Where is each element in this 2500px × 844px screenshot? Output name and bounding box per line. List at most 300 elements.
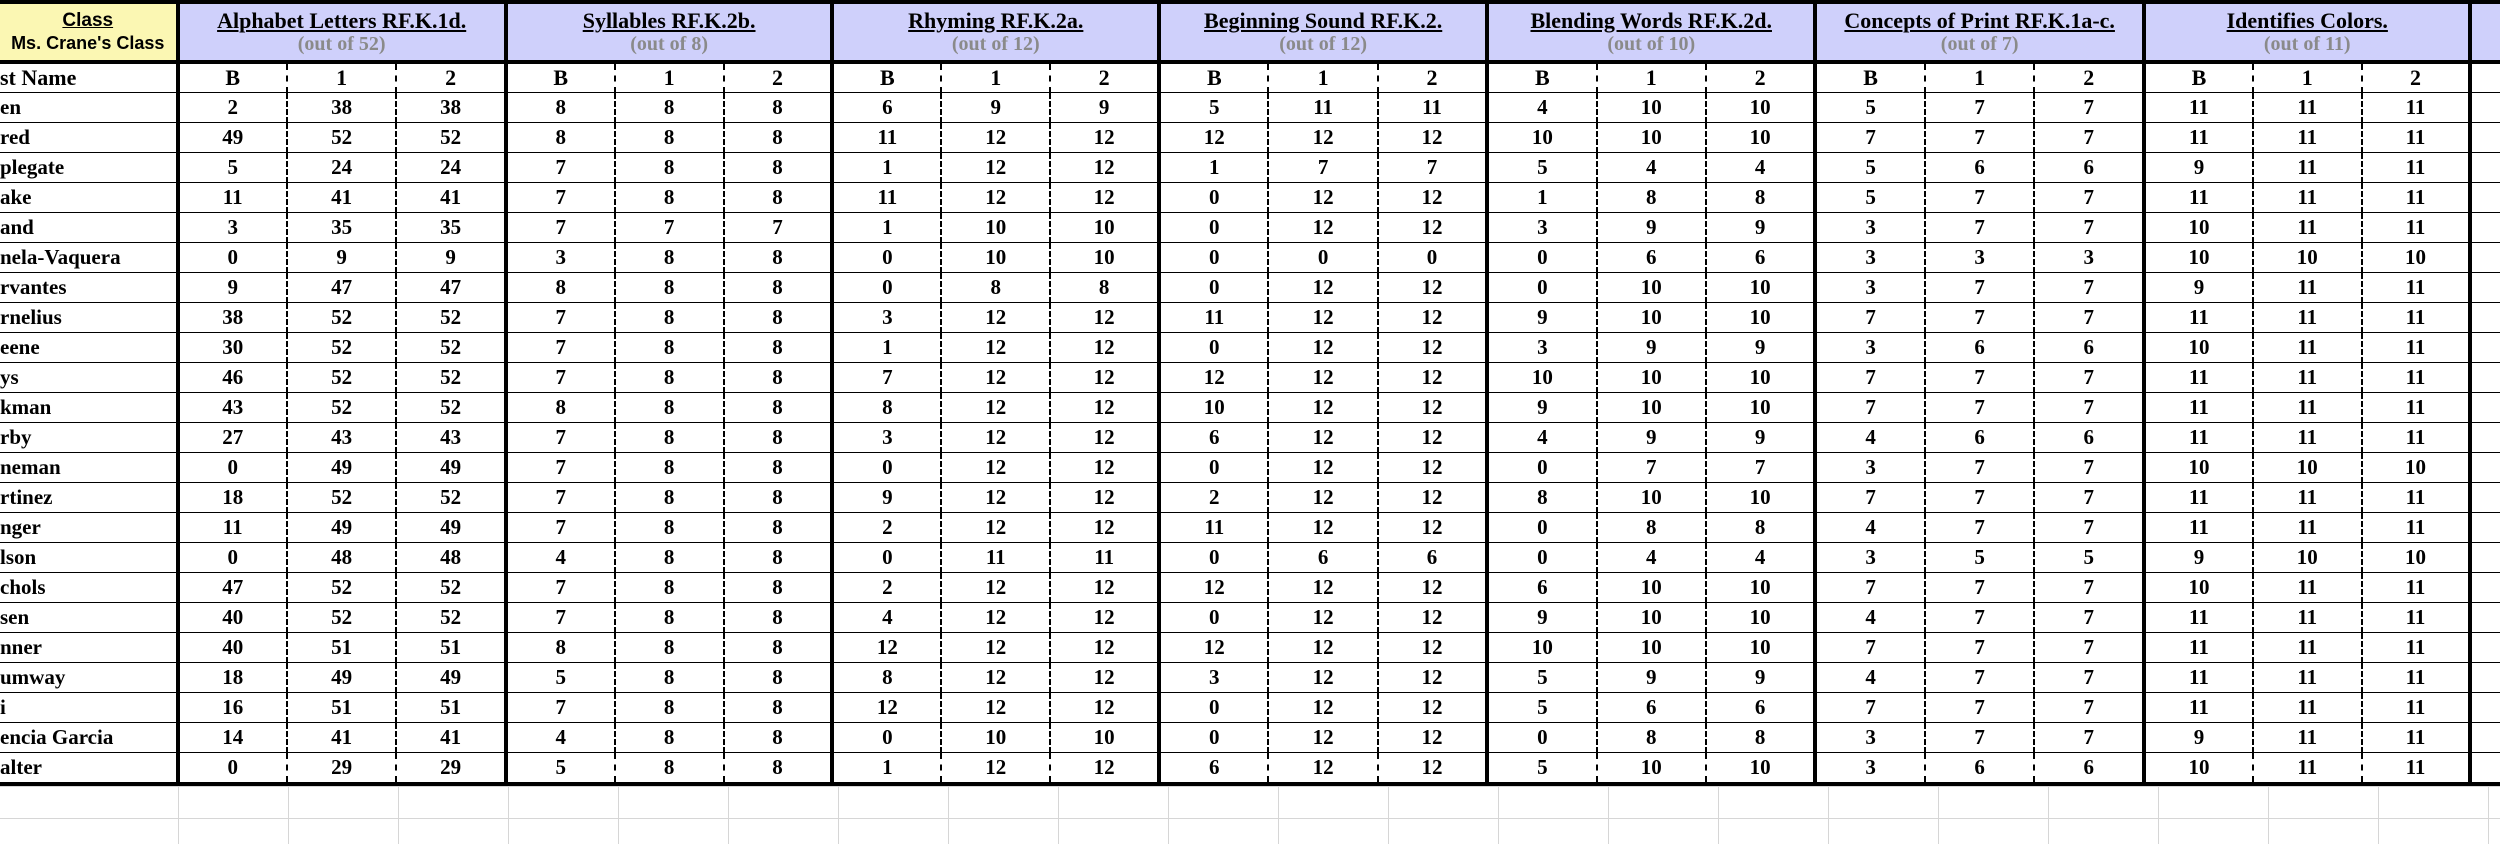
score-cell[interactable]: 7 <box>1815 393 1925 423</box>
student-name[interactable]: ys <box>0 363 178 393</box>
score-cell[interactable]: 9 <box>1597 333 1706 363</box>
score-cell[interactable]: 6 <box>1159 753 1268 785</box>
score-cell[interactable]: 6 <box>2034 333 2144 363</box>
score-cell[interactable]: 12 <box>941 753 1050 785</box>
score-cell[interactable]: 11 <box>832 123 941 153</box>
group-header-0[interactable] <box>178 2 506 62</box>
score-cell[interactable]: 12 <box>1159 363 1268 393</box>
score-cell[interactable]: 7 <box>1815 483 1925 513</box>
score-cell[interactable]: 4 <box>1815 423 1925 453</box>
score-cell[interactable]: 8 <box>615 153 724 183</box>
score-cell[interactable]: 7 <box>2034 693 2144 723</box>
score-cell[interactable]: 49 <box>178 123 287 153</box>
score-cell[interactable]: 9 <box>1597 213 1706 243</box>
score-cell[interactable]: 3 <box>1815 543 1925 573</box>
sub-column-header[interactable]: B <box>832 62 941 93</box>
score-cell[interactable]: 52 <box>396 483 505 513</box>
sub-column-header[interactable]: B <box>506 62 615 93</box>
score-cell[interactable]: 12 <box>1050 453 1159 483</box>
score-cell[interactable]: 0 <box>1487 273 1596 303</box>
score-cell[interactable]: 2 <box>1159 483 1268 513</box>
score-cell[interactable]: 11 <box>178 513 287 543</box>
score-cell[interactable]: 12 <box>1378 183 1487 213</box>
score-cell[interactable]: 2 <box>832 513 941 543</box>
score-cell[interactable]: 5 <box>2034 543 2144 573</box>
score-cell[interactable]: 11 <box>2362 723 2471 753</box>
score-cell[interactable]: 51 <box>396 693 505 723</box>
score-cell[interactable]: 3 <box>1487 333 1596 363</box>
extra-cell[interactable] <box>2470 333 2500 363</box>
score-cell[interactable]: 8 <box>615 663 724 693</box>
extra-cell[interactable] <box>2470 663 2500 693</box>
score-cell[interactable]: 0 <box>178 243 287 273</box>
score-cell[interactable]: 38 <box>396 93 505 123</box>
extra-cell[interactable] <box>2470 753 2500 785</box>
score-cell[interactable]: 11 <box>2144 183 2253 213</box>
score-cell[interactable]: 52 <box>287 573 396 603</box>
score-cell[interactable]: 7 <box>2034 303 2144 333</box>
score-cell[interactable]: 43 <box>178 393 287 423</box>
score-cell[interactable]: 10 <box>1706 273 1815 303</box>
score-cell[interactable]: 8 <box>724 633 833 663</box>
sub-column-header[interactable]: B <box>178 62 287 93</box>
score-cell[interactable]: 10 <box>1597 363 1706 393</box>
score-cell[interactable]: 8 <box>506 273 615 303</box>
score-cell[interactable]: 7 <box>1925 663 2035 693</box>
score-cell[interactable]: 7 <box>2034 93 2144 123</box>
score-cell[interactable]: 11 <box>1268 93 1377 123</box>
score-cell[interactable]: 3 <box>2034 243 2144 273</box>
score-cell[interactable]: 7 <box>1925 483 2035 513</box>
sub-column-header[interactable]: 1 <box>2253 62 2362 93</box>
score-cell[interactable]: 7 <box>615 213 724 243</box>
score-cell[interactable]: 9 <box>832 483 941 513</box>
score-cell[interactable]: 6 <box>1925 153 2035 183</box>
score-cell[interactable]: 0 <box>1159 213 1268 243</box>
sub-column-header[interactable]: 1 <box>1268 62 1377 93</box>
score-cell[interactable]: 8 <box>724 573 833 603</box>
score-cell[interactable]: 10 <box>1487 123 1596 153</box>
score-cell[interactable]: 4 <box>506 723 615 753</box>
score-cell[interactable]: 8 <box>615 423 724 453</box>
sub-column-header[interactable]: 2 <box>1706 62 1815 93</box>
score-cell[interactable]: 7 <box>1815 303 1925 333</box>
score-cell[interactable]: 12 <box>1050 423 1159 453</box>
score-cell[interactable]: 10 <box>941 723 1050 753</box>
score-cell[interactable]: 1 <box>832 753 941 785</box>
score-cell[interactable]: 7 <box>724 213 833 243</box>
score-cell[interactable]: 0 <box>178 543 287 573</box>
score-cell[interactable]: 10 <box>1706 123 1815 153</box>
score-cell[interactable]: 7 <box>1925 393 2035 423</box>
score-cell[interactable]: 52 <box>287 393 396 423</box>
score-cell[interactable]: 12 <box>1378 753 1487 785</box>
score-cell[interactable]: 0 <box>1159 243 1268 273</box>
score-cell[interactable]: 11 <box>2253 333 2362 363</box>
score-cell[interactable]: 11 <box>941 543 1050 573</box>
student-name[interactable]: i <box>0 693 178 723</box>
score-cell[interactable]: 51 <box>287 693 396 723</box>
score-cell[interactable]: 9 <box>1597 663 1706 693</box>
extra-cell[interactable] <box>2470 693 2500 723</box>
score-cell[interactable]: 7 <box>1925 633 2035 663</box>
score-cell[interactable]: 7 <box>1268 153 1377 183</box>
score-cell[interactable]: 12 <box>1378 333 1487 363</box>
score-cell[interactable]: 12 <box>1378 633 1487 663</box>
student-name[interactable]: rvantes <box>0 273 178 303</box>
score-cell[interactable]: 9 <box>1706 663 1815 693</box>
student-name[interactable]: nger <box>0 513 178 543</box>
score-cell[interactable]: 12 <box>1268 303 1377 333</box>
score-cell[interactable]: 12 <box>1268 633 1377 663</box>
score-cell[interactable]: 7 <box>2034 723 2144 753</box>
score-cell[interactable]: 12 <box>1268 183 1377 213</box>
sub-column-header[interactable]: 2 <box>1378 62 1487 93</box>
score-cell[interactable]: 0 <box>832 453 941 483</box>
score-cell[interactable]: 12 <box>1378 303 1487 333</box>
score-cell[interactable]: 12 <box>1378 573 1487 603</box>
score-cell[interactable]: 7 <box>2034 633 2144 663</box>
score-cell[interactable]: 11 <box>2253 513 2362 543</box>
score-cell[interactable]: 12 <box>1050 123 1159 153</box>
score-cell[interactable]: 11 <box>2362 303 2471 333</box>
score-cell[interactable]: 12 <box>1050 333 1159 363</box>
score-cell[interactable]: 12 <box>1378 453 1487 483</box>
score-cell[interactable]: 12 <box>1050 753 1159 785</box>
score-cell[interactable]: 8 <box>615 243 724 273</box>
student-name[interactable]: rby <box>0 423 178 453</box>
score-cell[interactable]: 10 <box>2144 213 2253 243</box>
score-cell[interactable]: 8 <box>724 513 833 543</box>
score-cell[interactable]: 9 <box>1487 603 1596 633</box>
extra-cell[interactable] <box>2470 243 2500 273</box>
score-cell[interactable]: 38 <box>287 93 396 123</box>
score-cell[interactable]: 24 <box>396 153 505 183</box>
score-cell[interactable]: 7 <box>1925 363 2035 393</box>
extra-cell[interactable] <box>2470 543 2500 573</box>
score-cell[interactable]: 10 <box>941 243 1050 273</box>
score-cell[interactable]: 8 <box>506 123 615 153</box>
score-cell[interactable]: 7 <box>506 213 615 243</box>
score-cell[interactable]: 46 <box>178 363 287 393</box>
score-cell[interactable]: 52 <box>396 123 505 153</box>
score-cell[interactable]: 11 <box>1050 543 1159 573</box>
score-cell[interactable]: 5 <box>1815 153 1925 183</box>
sub-column-header[interactable]: B <box>1815 62 1925 93</box>
score-cell[interactable]: 48 <box>287 543 396 573</box>
score-cell[interactable]: 11 <box>1159 513 1268 543</box>
score-cell[interactable]: 7 <box>2034 363 2144 393</box>
score-cell[interactable]: 10 <box>2144 573 2253 603</box>
score-cell[interactable]: 12 <box>1268 333 1377 363</box>
score-cell[interactable]: 3 <box>1487 213 1596 243</box>
score-cell[interactable]: 52 <box>287 363 396 393</box>
score-cell[interactable]: 12 <box>1378 723 1487 753</box>
score-cell[interactable]: 10 <box>1597 753 1706 785</box>
score-cell[interactable]: 0 <box>1159 693 1268 723</box>
score-cell[interactable]: 12 <box>1378 123 1487 153</box>
score-cell[interactable]: 52 <box>287 603 396 633</box>
score-cell[interactable]: 6 <box>1706 693 1815 723</box>
score-cell[interactable]: 11 <box>2362 363 2471 393</box>
score-cell[interactable]: 8 <box>615 183 724 213</box>
student-name[interactable]: encia Garcia <box>0 723 178 753</box>
score-cell[interactable]: 12 <box>832 693 941 723</box>
score-cell[interactable]: 12 <box>1268 723 1377 753</box>
score-cell[interactable]: 0 <box>1159 183 1268 213</box>
group-header-6[interactable] <box>2144 2 2470 62</box>
extra-cell[interactable] <box>2470 483 2500 513</box>
student-name[interactable]: nner <box>0 633 178 663</box>
score-cell[interactable]: 0 <box>1487 543 1596 573</box>
score-cell[interactable]: 7 <box>1925 213 2035 243</box>
score-cell[interactable]: 7 <box>1925 453 2035 483</box>
score-cell[interactable]: 12 <box>1050 363 1159 393</box>
score-cell[interactable]: 1 <box>832 213 941 243</box>
score-cell[interactable]: 5 <box>506 753 615 785</box>
score-cell[interactable]: 10 <box>2144 453 2253 483</box>
student-name[interactable]: alter <box>0 753 178 785</box>
score-cell[interactable]: 0 <box>1159 603 1268 633</box>
score-cell[interactable]: 6 <box>1925 423 2035 453</box>
extra-cell[interactable] <box>2470 153 2500 183</box>
score-cell[interactable]: 5 <box>506 663 615 693</box>
extra-cell[interactable] <box>2470 393 2500 423</box>
score-cell[interactable]: 8 <box>832 663 941 693</box>
score-cell[interactable]: 11 <box>2362 123 2471 153</box>
score-cell[interactable]: 11 <box>2362 423 2471 453</box>
score-cell[interactable]: 8 <box>724 243 833 273</box>
score-cell[interactable]: 3 <box>506 243 615 273</box>
student-name[interactable]: rnelius <box>0 303 178 333</box>
class-header-cell[interactable] <box>0 2 178 62</box>
score-cell[interactable]: 35 <box>396 213 505 243</box>
score-cell[interactable]: 8 <box>615 93 724 123</box>
score-cell[interactable]: 7 <box>1815 123 1925 153</box>
extra-cell[interactable] <box>2470 513 2500 543</box>
score-cell[interactable]: 8 <box>724 543 833 573</box>
score-cell[interactable]: 2 <box>178 93 287 123</box>
score-cell[interactable]: 43 <box>396 423 505 453</box>
score-cell[interactable]: 12 <box>1378 483 1487 513</box>
score-cell[interactable]: 11 <box>2362 333 2471 363</box>
score-cell[interactable]: 10 <box>1597 273 1706 303</box>
score-cell[interactable]: 10 <box>1597 603 1706 633</box>
score-cell[interactable]: 10 <box>2144 243 2253 273</box>
score-cell[interactable]: 11 <box>2253 363 2362 393</box>
score-cell[interactable]: 11 <box>2362 483 2471 513</box>
score-cell[interactable]: 11 <box>2362 663 2471 693</box>
score-cell[interactable]: 3 <box>178 213 287 243</box>
score-cell[interactable]: 4 <box>1487 423 1596 453</box>
sub-column-header[interactable]: 2 <box>2362 62 2471 93</box>
score-cell[interactable]: 3 <box>1159 663 1268 693</box>
score-cell[interactable]: 12 <box>941 603 1050 633</box>
score-cell[interactable]: 7 <box>1378 153 1487 183</box>
extra-cell[interactable] <box>2470 213 2500 243</box>
score-cell[interactable]: 11 <box>2144 693 2253 723</box>
score-cell[interactable]: 0 <box>1268 243 1377 273</box>
extra-cell[interactable] <box>2470 573 2500 603</box>
score-cell[interactable]: 41 <box>287 723 396 753</box>
score-cell[interactable]: 11 <box>2253 573 2362 603</box>
score-cell[interactable]: 11 <box>2362 93 2471 123</box>
score-cell[interactable]: 10 <box>1706 363 1815 393</box>
score-cell[interactable]: 0 <box>1487 723 1596 753</box>
score-cell[interactable]: 9 <box>1706 213 1815 243</box>
score-cell[interactable]: 7 <box>1925 303 2035 333</box>
score-cell[interactable]: 7 <box>1925 573 2035 603</box>
score-cell[interactable]: 0 <box>1487 513 1596 543</box>
score-cell[interactable]: 11 <box>832 183 941 213</box>
score-cell[interactable]: 49 <box>396 453 505 483</box>
score-cell[interactable]: 10 <box>1706 483 1815 513</box>
extra-cell[interactable] <box>2470 303 2500 333</box>
score-cell[interactable]: 8 <box>724 723 833 753</box>
student-name[interactable]: and <box>0 213 178 243</box>
score-cell[interactable]: 12 <box>1268 123 1377 153</box>
score-cell[interactable]: 35 <box>287 213 396 243</box>
score-cell[interactable]: 12 <box>1268 363 1377 393</box>
student-name[interactable]: lson <box>0 543 178 573</box>
extra-cell[interactable] <box>2470 93 2500 123</box>
score-cell[interactable]: 7 <box>1925 513 2035 543</box>
score-cell[interactable]: 7 <box>1925 123 2035 153</box>
score-cell[interactable]: 11 <box>2253 393 2362 423</box>
score-cell[interactable]: 11 <box>2362 273 2471 303</box>
score-cell[interactable]: 11 <box>2253 183 2362 213</box>
student-name[interactable]: umway <box>0 663 178 693</box>
score-cell[interactable]: 5 <box>1159 93 1268 123</box>
score-cell[interactable]: 7 <box>832 363 941 393</box>
score-cell[interactable]: 11 <box>2253 153 2362 183</box>
extra-cell[interactable] <box>2470 123 2500 153</box>
score-cell[interactable]: 40 <box>178 633 287 663</box>
score-cell[interactable]: 12 <box>1378 513 1487 543</box>
score-cell[interactable]: 4 <box>1706 543 1815 573</box>
score-cell[interactable]: 11 <box>2144 123 2253 153</box>
score-cell[interactable]: 47 <box>287 273 396 303</box>
score-cell[interactable]: 12 <box>1268 393 1377 423</box>
score-cell[interactable]: 7 <box>2034 483 2144 513</box>
score-cell[interactable]: 7 <box>1815 693 1925 723</box>
score-cell[interactable]: 41 <box>396 723 505 753</box>
student-name[interactable]: eene <box>0 333 178 363</box>
score-cell[interactable]: 12 <box>941 633 1050 663</box>
score-cell[interactable]: 41 <box>396 183 505 213</box>
score-cell[interactable]: 0 <box>1487 453 1596 483</box>
score-cell[interactable]: 7 <box>506 693 615 723</box>
score-cell[interactable]: 11 <box>178 183 287 213</box>
score-cell[interactable]: 11 <box>2253 483 2362 513</box>
score-cell[interactable]: 52 <box>287 123 396 153</box>
score-cell[interactable]: 9 <box>1487 393 1596 423</box>
score-cell[interactable]: 0 <box>1159 273 1268 303</box>
score-cell[interactable]: 7 <box>2034 123 2144 153</box>
score-cell[interactable]: 3 <box>1815 333 1925 363</box>
score-cell[interactable]: 8 <box>724 753 833 785</box>
score-cell[interactable]: 9 <box>178 273 287 303</box>
score-cell[interactable]: 52 <box>396 603 505 633</box>
score-cell[interactable]: 47 <box>178 573 287 603</box>
score-cell[interactable]: 8 <box>941 273 1050 303</box>
score-cell[interactable]: 10 <box>1706 393 1815 423</box>
sub-column-header[interactable]: B <box>2144 62 2253 93</box>
score-cell[interactable]: 12 <box>1268 663 1377 693</box>
score-cell[interactable]: 11 <box>2253 663 2362 693</box>
score-cell[interactable]: 8 <box>506 393 615 423</box>
score-cell[interactable]: 8 <box>724 693 833 723</box>
score-cell[interactable]: 11 <box>1159 303 1268 333</box>
score-cell[interactable]: 10 <box>1159 393 1268 423</box>
score-cell[interactable]: 8 <box>1706 513 1815 543</box>
score-cell[interactable]: 3 <box>832 303 941 333</box>
score-cell[interactable]: 7 <box>506 153 615 183</box>
score-cell[interactable]: 52 <box>287 303 396 333</box>
score-cell[interactable]: 8 <box>724 183 833 213</box>
score-cell[interactable]: 11 <box>2144 603 2253 633</box>
score-cell[interactable]: 8 <box>724 483 833 513</box>
sub-column-header[interactable]: 2 <box>2034 62 2144 93</box>
score-cell[interactable]: 8 <box>724 453 833 483</box>
score-cell[interactable]: 3 <box>1925 243 2035 273</box>
score-cell[interactable]: 8 <box>1050 273 1159 303</box>
score-cell[interactable]: 12 <box>1050 573 1159 603</box>
score-cell[interactable]: 10 <box>1597 483 1706 513</box>
score-cell[interactable]: 8 <box>615 303 724 333</box>
score-cell[interactable]: 9 <box>1597 423 1706 453</box>
score-cell[interactable]: 49 <box>396 513 505 543</box>
score-cell[interactable]: 9 <box>2144 543 2253 573</box>
score-cell[interactable]: 51 <box>396 633 505 663</box>
score-cell[interactable]: 11 <box>2362 183 2471 213</box>
score-cell[interactable]: 7 <box>1925 273 2035 303</box>
score-cell[interactable]: 18 <box>178 663 287 693</box>
score-cell[interactable]: 12 <box>941 483 1050 513</box>
sub-column-header[interactable]: 2 <box>396 62 505 93</box>
score-cell[interactable]: 12 <box>941 663 1050 693</box>
sub-column-header[interactable]: 1 <box>1925 62 2035 93</box>
sub-column-header[interactable]: 1 <box>941 62 1050 93</box>
score-cell[interactable]: 1 <box>832 153 941 183</box>
score-cell[interactable]: 12 <box>941 453 1050 483</box>
score-cell[interactable]: 12 <box>941 123 1050 153</box>
sub-column-header[interactable]: 2 <box>1050 62 1159 93</box>
score-cell[interactable]: 51 <box>287 633 396 663</box>
score-cell[interactable]: 8 <box>615 693 724 723</box>
score-cell[interactable]: 4 <box>1815 513 1925 543</box>
score-cell[interactable]: 8 <box>1597 723 1706 753</box>
score-cell[interactable]: 10 <box>2362 543 2471 573</box>
score-cell[interactable]: 12 <box>1378 423 1487 453</box>
score-cell[interactable]: 3 <box>1815 453 1925 483</box>
score-cell[interactable]: 12 <box>1050 153 1159 183</box>
student-name[interactable]: kman <box>0 393 178 423</box>
extra-header-cell[interactable] <box>2470 2 2500 62</box>
score-cell[interactable]: 7 <box>2034 573 2144 603</box>
score-cell[interactable]: 29 <box>396 753 505 785</box>
student-name[interactable]: nela-Vaquera <box>0 243 178 273</box>
score-cell[interactable]: 9 <box>1050 93 1159 123</box>
score-cell[interactable]: 9 <box>1706 333 1815 363</box>
score-cell[interactable]: 7 <box>2034 663 2144 693</box>
score-cell[interactable]: 6 <box>832 93 941 123</box>
score-cell[interactable]: 8 <box>615 393 724 423</box>
group-header-5[interactable] <box>1815 2 2144 62</box>
score-cell[interactable]: 8 <box>615 363 724 393</box>
student-name[interactable]: red <box>0 123 178 153</box>
score-cell[interactable]: 12 <box>1268 513 1377 543</box>
